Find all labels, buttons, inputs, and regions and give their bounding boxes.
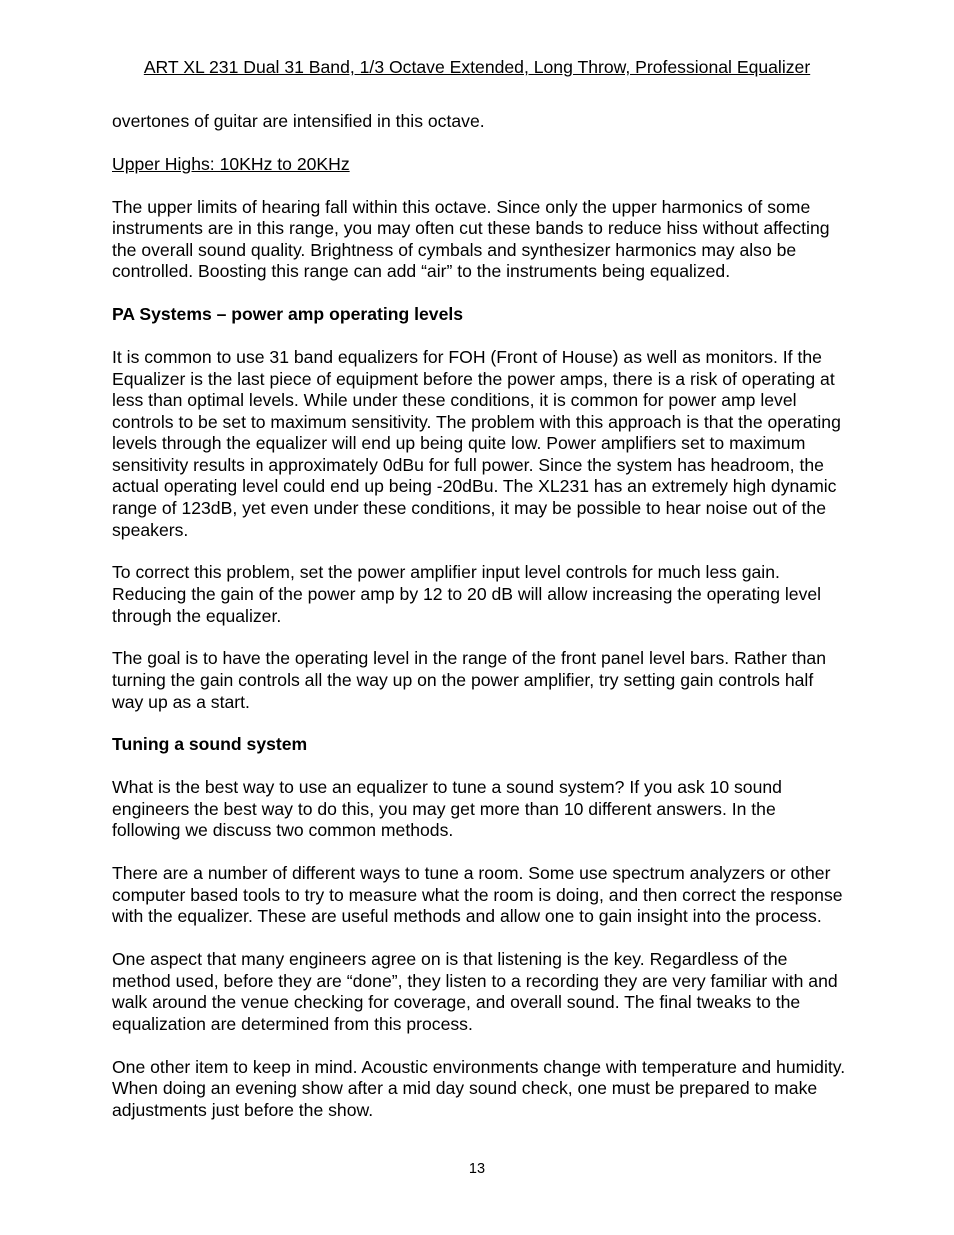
upper-highs-paragraph: The upper limits of hearing fall within this octave. Since only the upper harmonics of some instruments are in this range, you may often cut these bands to reduce hiss without affecting the overall sound quality. Brightness of cymbals and synthesizer harmonics may also be controlled. Boosting this range can add “air” to the instruments being equalized.	[112, 196, 830, 282]
intro-paragraph: overtones of guitar are intensified in this octave.	[112, 111, 485, 131]
pa-systems-paragraph-1: It is common to use 31 band equalizers for FOH (Front of House) as well as monitors. If the Equalizer is the last piece of equipment before the power amps, there is a risk of operating at less than optimal levels. While under these conditions, it is common for power amp level controls to be set to maximum sensitivity. The problem with this approach is that the operating levels through the equalizer will end up being quite low. Power amplifiers set to maximum sensitivity results in approximately 0dBu for full power. Since the system has headroom, the actual operating level could end up being -20dBu. The XL231 has an extremely high dynamic range of 123dB, yet even under these conditions, it may be possible to hear noise out of the speakers.	[112, 346, 841, 540]
tuning-paragraph-3: One aspect that many engineers agree on is that listening is the key. Regardless of the method used, before they are “done”, they listen to a recording they are very familiar with and walk around the venue checking for coverage, and overall sound. The final tweaks to the equalization are determined from this process.	[112, 949, 838, 1034]
upper-highs-heading: Upper Highs: 10KHz to 20KHz	[112, 153, 350, 174]
tuning-heading: Tuning a sound system	[112, 734, 308, 755]
tuning-paragraph-1: What is the best way to use an equalizer to tune a sound system? If you ask 10 sound engineers the best way to do this, you may get more than 10 different answers. In the following we discuss two common methods.	[112, 777, 782, 841]
page-header	[0, 56, 954, 78]
tuning-paragraph-4: One other item to keep in mind. Acoustic environments change with temperature and humidity. When doing an evening show after a mid day sound check, one must be prepared to make adjustments just before the show.	[112, 1056, 846, 1120]
page-number: 13	[468, 1161, 486, 1177]
pa-systems-heading: PA Systems – power amp operating levels	[112, 304, 464, 325]
document-title: ART XL 231 Dual 31 Band, 1/3 Octave Extended, Long Throw, Professional Equalizer	[143, 57, 811, 77]
pa-systems-paragraph-2: To correct this problem, set the power amplifier input level controls for much less gain. Reducing the gain of the power amp by 12 to 20 dB will allow increasing the operating level through the equalizer.	[112, 562, 822, 626]
page-content	[112, 111, 848, 1143]
pa-systems-paragraph-3: The goal is to have the operating level in the range of the front panel level bars. Rather than turning the gain controls all the way up on the power amplifier, try setting gain controls half way up as a start.	[112, 648, 826, 712]
tuning-paragraph-2: There are a number of different ways to tune a room. Some use spectrum analyzers or other computer based tools to try to measure what the room is doing, and then correct the response with the equalizer. These are useful methods and allow one to gain insight into the process.	[112, 863, 843, 927]
